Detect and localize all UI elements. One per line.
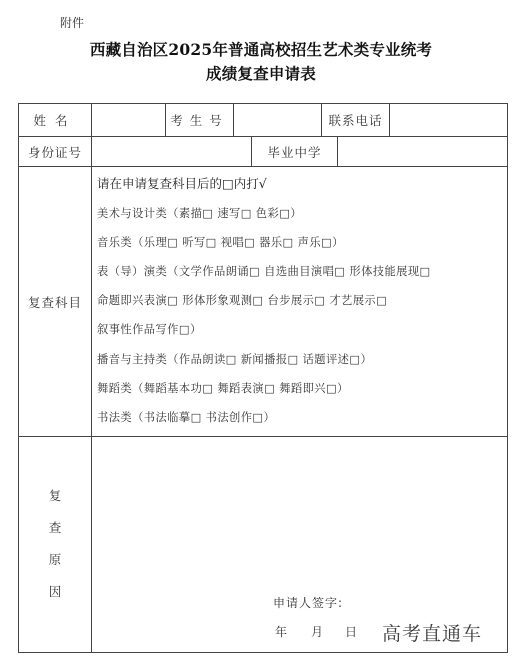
phone-label: 联系电话 [328,113,383,128]
subject-music[interactable]: 音乐类（乐理□ 听写□ 视唱□ 器乐□ 声乐□） [97,236,344,249]
subject-performance-cont[interactable]: 命题即兴表演□ 形体形象观测□ 台步展示□ 才艺展示□ [97,294,388,307]
column-divider [91,436,92,652]
exam-number-label: 考生号 [170,113,229,128]
review-subjects-label: 复查科目 [27,294,82,310]
subject-art-design[interactable]: 美术与设计类（素描□ 速写□ 色彩□） [97,207,302,220]
reason-label-char: 原 [48,552,62,567]
application-form-table [18,103,508,653]
date-month-label: 月 [311,625,324,639]
subject-calligraphy[interactable]: 书法类（书法临摹□ 书法创作□） [97,411,276,424]
reason-label-char: 复 [48,488,62,503]
reason-label-char: 查 [48,520,62,535]
subject-dance[interactable]: 舞蹈类（舞蹈基本功□ 舞蹈表演□ 舞蹈即兴□） [97,382,349,395]
subject-performance[interactable]: 表（导）演类（文学作品朗诵□ 自选曲目演唱□ 形体技能展现□ [97,265,431,278]
attachment-label: 附件 [60,16,85,30]
name-field[interactable] [92,104,165,136]
applicant-signature-label: 申请人签字: [273,596,344,610]
subject-performance-writing[interactable]: 叙事性作品写作□） [97,323,202,336]
row-divider [19,436,507,437]
form-title-line2: 成绩复查申请表 [206,64,316,83]
name-label: 姓名 [33,113,77,128]
row-divider [19,166,507,167]
graduation-school-field[interactable] [338,137,507,166]
reason-label-char: 因 [48,584,62,599]
phone-field[interactable] [390,104,507,136]
id-number-field[interactable] [92,137,251,166]
exam-number-field[interactable] [234,104,321,136]
date-day-label: 日 [345,625,358,639]
watermark-text: 高考直通车 [382,623,483,645]
form-title-line1: 西藏自治区2025年普通高校招生艺术类专业统考 [89,40,433,59]
id-number-label: 身份证号 [27,144,82,160]
date-year-label: 年 [275,625,288,639]
subjects-instruction: 请在申请复查科目后的□内打√ [97,176,267,191]
graduation-school-label: 毕业中学 [267,144,322,160]
subject-broadcasting[interactable]: 播音与主持类（作品朗读□ 新闻播报□ 话题评述□） [97,353,373,366]
